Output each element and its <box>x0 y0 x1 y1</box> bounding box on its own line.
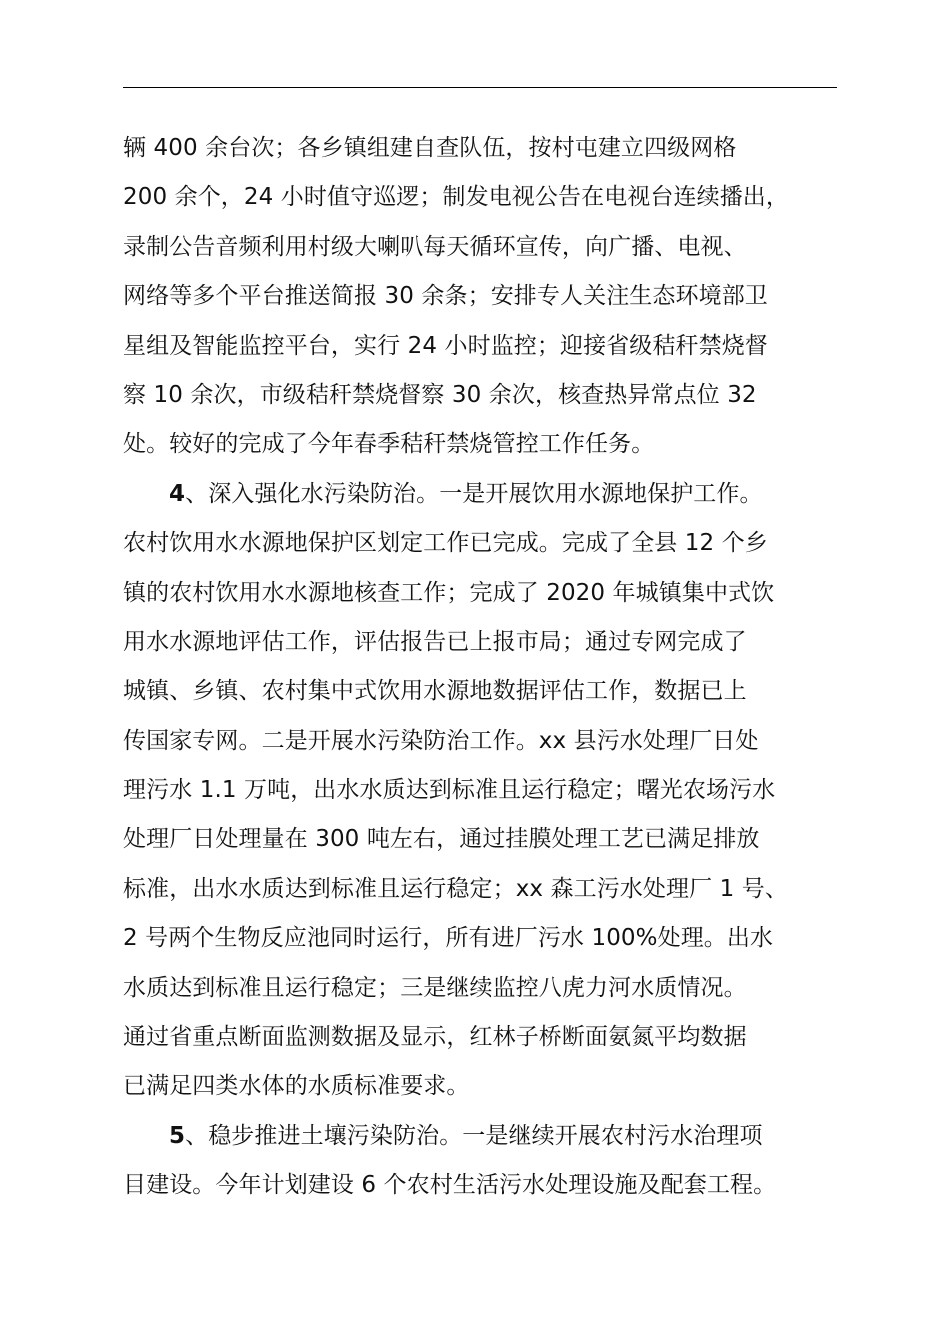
body-line: 农村饮用水水源地保护区划定工作已完成。完成了全县 12 个乡 <box>123 530 768 557</box>
body-line: 察 10 余次，市级秸秆禁烧督察 30 余次，核查热异常点位 32 <box>123 381 757 408</box>
section-5-number: 5 <box>169 1122 186 1149</box>
body-line: 200 余个，24 小时值守巡逻；制发电视公告在电视台连续播出， <box>123 184 789 211</box>
body-line: 通过省重点断面监测数据及显示，红林子桥断面氨氮平均数据 <box>123 1024 747 1051</box>
body-line: 镇的农村饮用水水源地核查工作；完成了 2020 年城镇集中式饮 <box>123 579 775 606</box>
section-5-heading-line <box>123 1112 853 1161</box>
body-line: 城镇、乡镇、农村集中式饮用水源地数据评估工作，数据已上 <box>123 678 747 705</box>
section-4-number: 4 <box>169 480 186 507</box>
body-line: 传国家专网。二是开展水污染防治工作。xx 县污水处理厂日处 <box>123 727 759 754</box>
header-rule <box>123 87 837 88</box>
body-line: 水质达到标准且运行稳定；三是继续监控八虎力河水质情况。 <box>123 974 747 1001</box>
document-body <box>123 124 853 1211</box>
body-line: 处理厂日处理量在 300 吨左右，通过挂膜处理工艺已满足排放 <box>123 826 760 853</box>
body-line: 用水水源地评估工作，评估报告已上报市局；通过专网完成了 <box>123 628 747 655</box>
body-line: 星组及智能监控平台，实行 24 小时监控；迎接省级秸秆禁烧督 <box>123 332 768 359</box>
body-line: 理污水 1.1 万吨，出水水质达到标准且运行稳定；曙光农场污水 <box>123 777 776 804</box>
body-line: 2 号两个生物反应池同时运行，所有进厂污水 100%处理。出水 <box>123 925 774 952</box>
body-line: 已满足四类水体的水质标准要求。 <box>123 1073 470 1100</box>
section-4-first-line: 、深入强化水污染防治。一是开展饮用水源地保护工作。 <box>185 480 763 507</box>
body-line: 辆 400 余台次；各乡镇组建自查队伍，按村屯建立四级网格 <box>123 135 737 161</box>
body-line: 标准，出水水质达到标准且运行稳定；xx 森工污水处理厂 1 号、 <box>123 875 788 902</box>
body-line: 目建设。今年计划建设 6 个农村生活污水处理设施及配套工程。 <box>123 1172 777 1199</box>
section-5-first-line: 、稳步推进土壤污染防治。一是继续开展农村污水治理项 <box>185 1122 763 1149</box>
body-line: 录制公告音频利用村级大喇叭每天循环宣传，向广播、电视、 <box>123 233 747 260</box>
section-4-heading-line <box>123 470 853 519</box>
body-line: 处。较好的完成了今年春季秸秆禁烧管控工作任务。 <box>123 431 655 458</box>
body-line: 网络等多个平台推送简报 30 余条；安排专人关注生态环境部卫 <box>123 283 768 310</box>
